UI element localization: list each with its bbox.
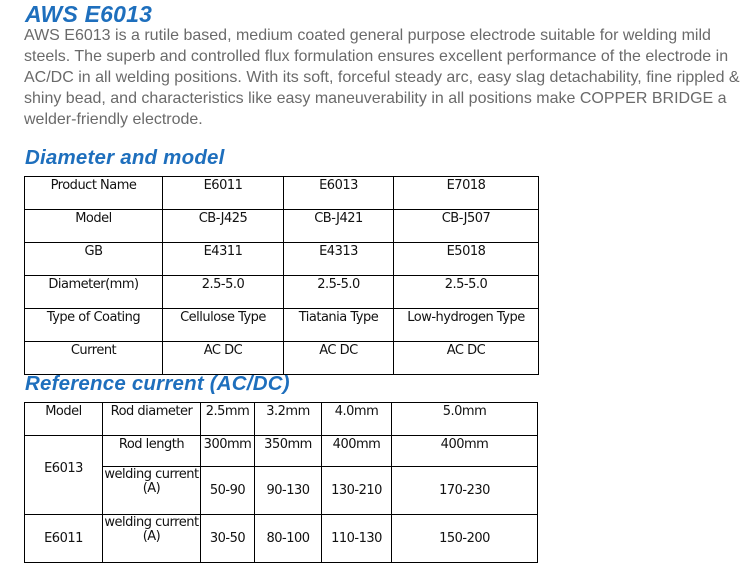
table-header-row	[25, 403, 538, 436]
row-label: Type of Coating	[25, 309, 163, 342]
row-label	[103, 515, 201, 563]
table-cell: 170-230	[392, 467, 538, 515]
page-title: AWS E6013	[25, 1, 153, 27]
table-cell: 30-50	[201, 515, 255, 563]
reference-section-heading: Reference current (AC/DC)	[25, 372, 290, 395]
header-rod-diameter: Rod diameter	[103, 403, 201, 436]
table-cell: E5018	[394, 243, 539, 276]
table-cell: E4313	[284, 243, 394, 276]
table-cell: Cellulose Type	[163, 309, 284, 342]
header-cell: 2.5mm	[201, 403, 255, 436]
table-cell: CB-J507	[394, 210, 539, 243]
label-line: welding current	[104, 467, 199, 482]
table-cell: 400mm	[392, 436, 538, 467]
row-label: Model	[25, 210, 163, 243]
table-cell: 130-210	[322, 467, 392, 515]
table-cell: 350mm	[255, 436, 322, 467]
label-line: (A)	[142, 481, 161, 496]
table-cell: 90-130	[255, 467, 322, 515]
table-cell: AC DC	[163, 342, 284, 375]
table-cell: 2.5-5.0	[394, 276, 539, 309]
table-cell: E6011	[163, 177, 284, 210]
table-cell: 80-100	[255, 515, 322, 563]
table-row-e6011-welding-current	[25, 515, 538, 563]
table-cell: 50-90	[201, 467, 255, 515]
label-line: welding current	[104, 515, 199, 530]
table-cell: 2.5-5.0	[284, 276, 394, 309]
table-row-coating	[25, 309, 539, 342]
row-label	[103, 467, 201, 515]
table-cell: E7018	[394, 177, 539, 210]
table-cell: AC DC	[394, 342, 539, 375]
row-label: GB	[25, 243, 163, 276]
header-cell: 4.0mm	[322, 403, 392, 436]
header-cell: 5.0mm	[392, 403, 538, 436]
reference-current-table	[24, 402, 538, 563]
model-e6011: E6011	[25, 515, 103, 563]
table-cell: Low-hydrogen Type	[394, 309, 539, 342]
table-cell: 2.5-5.0	[163, 276, 284, 309]
diameter-model-table	[24, 176, 539, 375]
table-cell: 110-130	[322, 515, 392, 563]
table-cell: 150-200	[392, 515, 538, 563]
table-row-gb	[25, 243, 539, 276]
header-cell: 3.2mm	[255, 403, 322, 436]
table-cell: CB-J421	[284, 210, 394, 243]
table-cell: CB-J425	[163, 210, 284, 243]
table-cell: AC DC	[284, 342, 394, 375]
table-row-e6013-rod-length	[25, 436, 538, 467]
table-row-diameter	[25, 276, 539, 309]
header-model: Model	[25, 403, 103, 436]
row-label: Product Name	[25, 177, 163, 210]
table-cell: 400mm	[322, 436, 392, 467]
intro-paragraph: AWS E6013 is a rutile based, medium coated general purpose electrode suitable for welding mild steels. The superb and controlled flux formulation ensures excellent performance of the electrode in AC/DC in all welding positions. With its soft, forceful steady arc, easy slag detachability, fine rippled & shiny bead, and characteristics like easy maneuverability in all positions make COPPER BRIDGE a welder-friendly electrode.	[24, 27, 740, 128]
table-cell: 300mm	[201, 436, 255, 467]
table-row-product-name	[25, 177, 539, 210]
table-cell: Tiatania Type	[284, 309, 394, 342]
table-cell: E4311	[163, 243, 284, 276]
table-row-current	[25, 342, 539, 375]
table-cell: E6013	[284, 177, 394, 210]
row-label: Current	[25, 342, 163, 375]
diameter-section-heading: Diameter and model	[25, 146, 225, 169]
row-label: Diameter(mm)	[25, 276, 163, 309]
model-e6013: E6013	[25, 436, 103, 515]
label-line: (A)	[142, 529, 161, 544]
row-label: Rod length	[103, 436, 201, 467]
table-row-model	[25, 210, 539, 243]
